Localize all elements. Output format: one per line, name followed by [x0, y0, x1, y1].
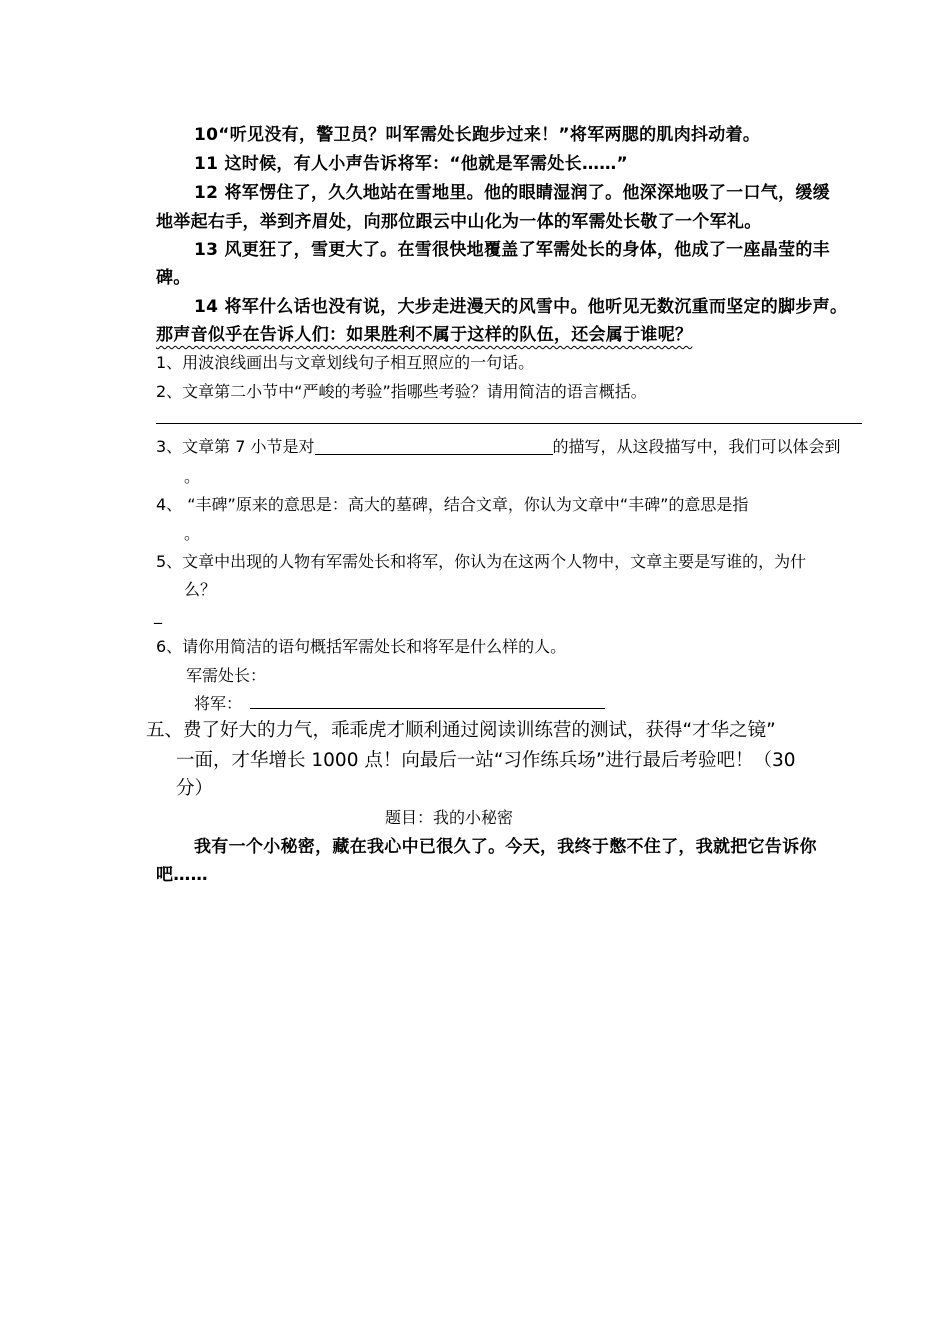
- section-5-line-1: 五、费了好大的力气，乖乖虎才顺利通过阅读训练营的测试，获得“才华之镜”: [146, 720, 776, 741]
- essay-intro-line-1: 我有一个小秘密，藏在我心中已很久了。今天，我终于憋不住了，我就把它告诉你: [194, 837, 817, 857]
- question-3-prefix: 3、文章第 7 小节是对: [156, 437, 315, 456]
- paragraph-10: [194, 120, 760, 145]
- question-1: 1、用波浪线画出与文章划线句子相互照应的一句话。: [156, 353, 535, 372]
- paragraph-13-line-1: [194, 235, 830, 260]
- paragraph-14-line-1: [194, 292, 847, 317]
- paragraph-14-line-2-wavy-underlined: 那声音似乎在告诉人们：如果胜利不属于这样的队伍，还会属于谁呢？: [156, 325, 693, 345]
- paragraph-number: 10: [194, 125, 219, 145]
- answer-mark-q5[interactable]: _: [154, 605, 162, 624]
- question-5-line-2: 么？: [184, 580, 217, 599]
- answer-label-general: 将军：: [194, 694, 243, 713]
- answer-label-quartermaster: 军需处长：: [186, 666, 267, 685]
- paragraph-number: 12: [194, 183, 219, 203]
- question-4: 4、 “丰碑”原来的意思是：高大的墓碑，结合文章，你认为文章中“丰碑”的意思是指: [156, 495, 749, 514]
- paragraph-text: 将军什么话也没有说，大步走进漫天的风雪中。他听见无数沉重而坚定的脚步声。: [218, 297, 848, 317]
- paragraph-text: 风更狂了，雪更大了。在雪很快地覆盖了军需处长的身体，他成了一座晶莹的丰: [218, 240, 830, 260]
- answer-blank-q3[interactable]: [315, 436, 553, 455]
- paragraph-13-line-2: 碑。: [156, 268, 191, 288]
- answer-line-q2[interactable]: [156, 423, 862, 424]
- answer-line-general[interactable]: [250, 708, 605, 709]
- paragraph-11: [194, 149, 628, 174]
- essay-title: 题目：我的小秘密: [385, 808, 514, 827]
- paragraph-text: 将军愣住了，久久地站在雪地里。他的眼睛湿润了。他深深地吸了一口气，缓缓: [218, 183, 830, 203]
- paragraph-number: 14: [194, 297, 219, 317]
- paragraph-text: 这时候，有人小声告诉将军：“他就是军需处长……”: [218, 154, 629, 174]
- question-4-end: 。: [184, 524, 201, 543]
- paragraph-number: 11: [194, 154, 219, 174]
- paragraph-12-line-2: 地举起右手，举到齐眉处，向那位跟云中山化为一体的军需处长敬了一个军礼。: [156, 212, 762, 232]
- essay-intro-line-2: 吧……: [156, 865, 208, 885]
- paragraph-text: “听见没有，警卫员？叫军需处长跑步过来！”将军两腮的肌肉抖动着。: [218, 125, 761, 145]
- paragraph-number: 13: [194, 240, 219, 260]
- section-5-line-2: 一面，才华增长 1000 点！向最后一站“习作练兵场”进行最后考验吧！（30: [176, 750, 796, 771]
- section-5-line-3: 分）: [176, 778, 214, 799]
- question-3-suffix: 的描写，从这段描写中，我们可以体会到: [552, 437, 841, 456]
- paragraph-12-line-1: [194, 178, 830, 203]
- question-6: 6、请你用简洁的语句概括军需处长和将军是什么样的人。: [156, 637, 567, 656]
- question-3-end: 。: [184, 467, 201, 486]
- question-5-line-1: 5、文章中出现的人物有军需处长和将军，你认为在这两个人物中，文章主要是写谁的，为什: [156, 552, 807, 571]
- question-2: 2、文章第二小节中“严峻的考验”指哪些考验？请用简洁的语言概括。: [156, 382, 647, 401]
- question-3: [156, 434, 841, 457]
